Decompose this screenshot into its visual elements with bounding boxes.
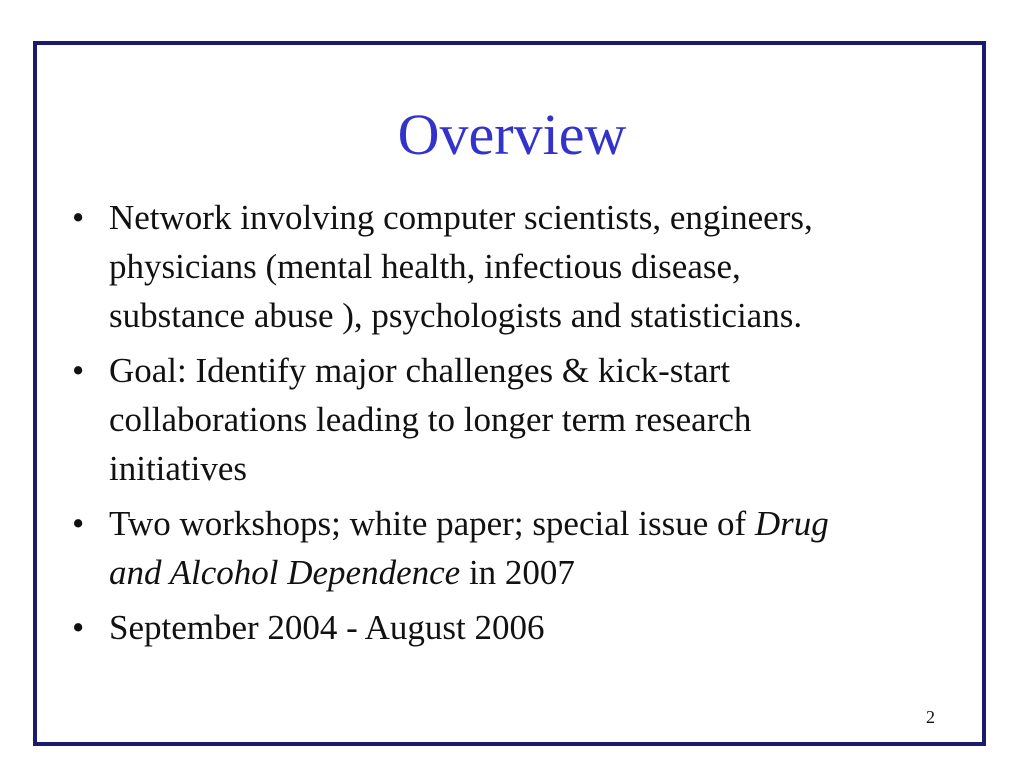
bullet-text: Network involving computer scientists, engineers, physicians (mental health, infectious disease, substance abuse ), psychologists and statisticians. [109, 198, 813, 335]
bullet-text-prefix: Two workshops; white paper; special issue of [109, 504, 755, 543]
page-number: 2 [926, 707, 935, 727]
bullet-icon: • [72, 608, 85, 647]
bullet-item-goal [72, 346, 872, 493]
bullet-text [109, 499, 872, 597]
bullet-icon: • [72, 351, 85, 390]
bullet-text: September 2004 - August 2006 [109, 608, 545, 647]
bullet-list [72, 193, 872, 658]
bullet-text: Goal: Identify major challenges & kick-start collaborations leading to longer term research initiatives [109, 351, 752, 488]
bullet-text-suffix: in 2007 [460, 553, 575, 592]
journal-title: Drug and Alcohol Dependence [109, 504, 829, 592]
bullet-icon: • [72, 504, 85, 543]
bullet-item-dates [72, 603, 872, 652]
bullet-item-network [72, 193, 872, 340]
bullet-item-workshops [72, 499, 872, 597]
bullet-icon: • [72, 198, 85, 237]
slide-title: Overview [397, 102, 627, 167]
